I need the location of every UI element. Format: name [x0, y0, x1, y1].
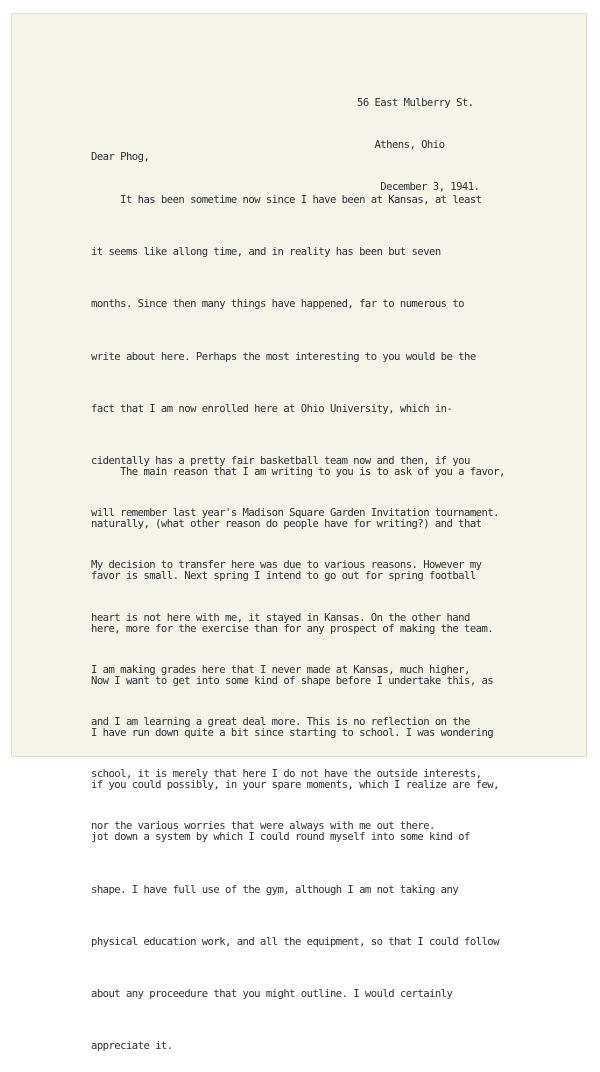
text-line: I have run down quite a bit since starting to school. I was wondering: [91, 726, 494, 739]
text-line: and I am learning a great deal more. This is no reflection on the: [91, 715, 470, 728]
address-city: Athens, Ohio: [357, 139, 445, 151]
salutation: Dear Phog,: [91, 151, 150, 163]
text-line: will remember last year's Madison Square Garden Invitation tournament.: [91, 507, 499, 520]
text-line: jot down a system by which I could round myself into some kind of: [91, 831, 470, 844]
text-line: heart is not here with me, it stayed in Kansas. On the other hand: [91, 611, 470, 624]
text-line: It has been sometime now since I have been at Kansas, at least: [91, 194, 482, 206]
text-line: school, it is merely that here I do not have the outside interests,: [91, 768, 482, 781]
text-line: write about here. Perhaps the most interesting to you would be the: [91, 350, 476, 363]
paragraph-2: [91, 432, 505, 1072]
text-line: months. Since then many things have happened, far to numerous to: [91, 298, 464, 311]
text-line: naturally, (what other reason do people have for writing?) and that: [91, 518, 482, 531]
text-line: I am making grades here that I never made at Kansas, much higher,: [91, 663, 470, 676]
text-line: The main reason that I am writing to you is to ask of you a favor,: [91, 466, 505, 478]
text-line: My decision to transfer here was due to various reasons. However my: [91, 559, 482, 572]
text-line: physical education work, and all the equipment, so that I could follow: [91, 935, 499, 948]
text-line: nor the various worries that were always with me out there.: [91, 820, 435, 833]
text-line: fact that I am now enrolled here at Ohio University, which in-: [91, 402, 453, 415]
text-line: cidentally has a pretty fair basketball team now and then, if you: [91, 454, 470, 467]
text-line: Now I want to get into some kind of shape before I undertake this, as: [91, 674, 494, 687]
text-line: favor is small. Next spring I intend to go out for spring football: [91, 570, 476, 583]
address-street: 56 East Mulberry St.: [357, 97, 474, 109]
text-line: appreciate it.: [91, 1040, 173, 1053]
text-line: shape. I have full use of the gym, although I am not taking any: [91, 883, 459, 896]
text-line: if you could possibly, in your spare moments, which I realize are few,: [91, 779, 499, 792]
text-line: here, more for the exercise than for any prospect of making the team.: [91, 622, 494, 635]
letter-date: December 3, 1941.: [357, 181, 480, 193]
text-line: about any proceedure that you might outline. I would certainly: [91, 987, 453, 1000]
text-line: it seems like allong time, and in reality has been but seven: [91, 246, 441, 259]
